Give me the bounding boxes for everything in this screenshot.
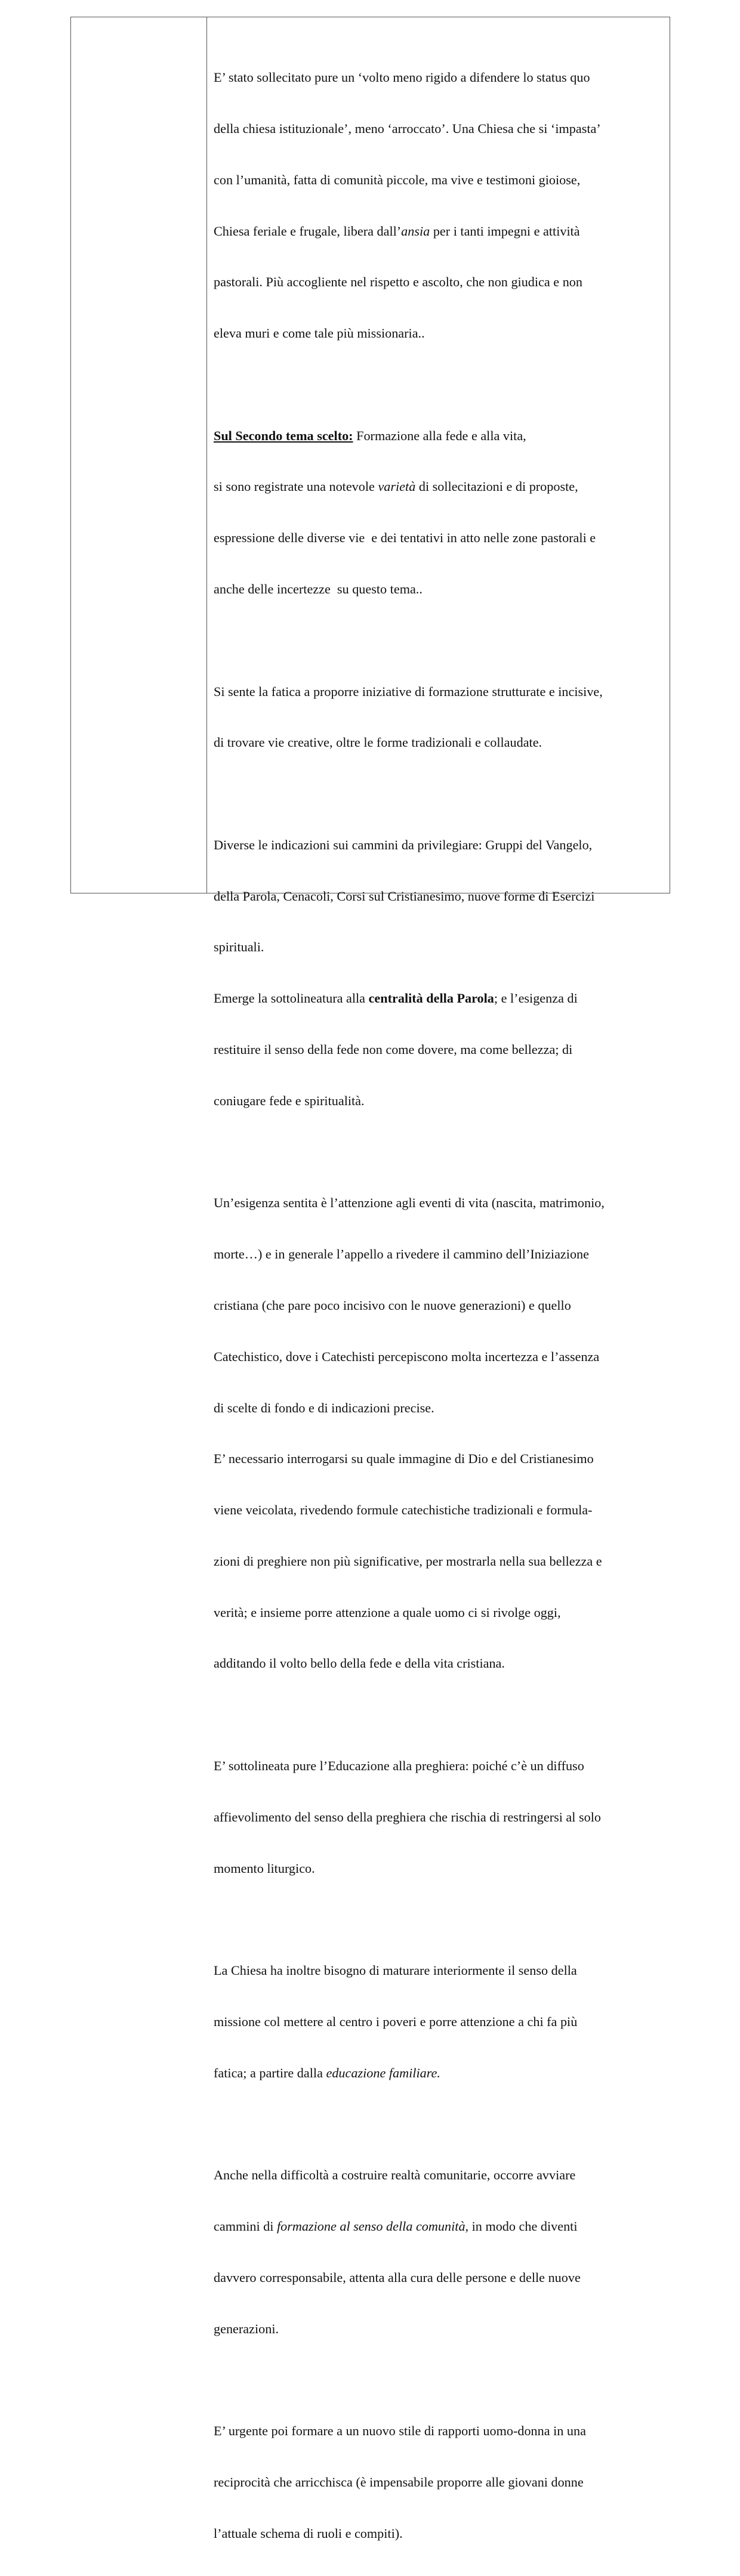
text-line: E’ urgente poi formare a un nuovo stile di rapporti uomo-donna in una xyxy=(214,2423,586,2439)
text-line: di scelte di fondo e di indicazioni precise. xyxy=(214,1400,434,1415)
text-line xyxy=(214,990,659,1007)
text-line: espressione delle diverse vie e dei tentativi in atto nelle zone pastorali e xyxy=(214,530,596,546)
text-line: generazioni. xyxy=(214,2321,279,2336)
section-heading: Sul Secondo tema scelto: xyxy=(214,428,353,443)
text-run: Formazione alla fede e alla vita, xyxy=(353,428,526,443)
paragraph-uomo-donna xyxy=(214,2389,659,2576)
text-run: fatica; a partire dalla xyxy=(214,2065,326,2080)
text-line xyxy=(214,223,659,240)
text-line: E’ sottolineata pure l’Educazione alla preghiera: poiché c’è un diffuso xyxy=(214,1758,584,1773)
text-line xyxy=(214,2065,659,2082)
italic-text: ansia xyxy=(401,223,430,239)
text-line: anche delle incertezze su questo tema.. xyxy=(214,582,423,596)
italic-text: formazione al senso della comunità xyxy=(277,2219,465,2234)
text-run: cammini di xyxy=(214,2219,277,2234)
paragraph-preghiera xyxy=(214,1724,659,1912)
text-line: E’ stato sollecitato pure un ‘volto meno rigido a difendere lo status quo xyxy=(214,70,590,85)
paragraph-chiesa-volto xyxy=(214,35,659,376)
text-line: Diverse le indicazioni sui cammini da privilegiare: Gruppi del Vangelo, xyxy=(214,837,593,852)
empty-left-column xyxy=(71,17,207,893)
text-line: restituire il senso della fede non come dovere, ma come bellezza; di xyxy=(214,1042,573,1057)
text-line: La Chiesa ha inoltre bisogno di maturare interiormente il senso della xyxy=(214,1963,577,1978)
text-run: di sollecitazioni e di proposte, xyxy=(415,479,578,494)
bold-text: centralità della Parola xyxy=(368,991,494,1006)
text-line xyxy=(214,428,659,445)
document-table xyxy=(70,17,670,2541)
text-line: spirituali. xyxy=(214,939,264,955)
text-line: di trovare vie creative, oltre le forme tradizionali e collaudate. xyxy=(214,735,542,750)
text-run: per i tanti impegni e attività xyxy=(430,223,580,239)
paragraph-cammini xyxy=(214,803,659,1144)
paragraph-eventi-vita xyxy=(214,1161,659,1706)
text-line: E’ necessario interrogarsi su quale immagine di Dio e del Cristianesimo xyxy=(214,1451,594,1467)
paragraph-fatica xyxy=(214,649,659,786)
paragraph-secondo-tema xyxy=(214,393,659,632)
text-line: additando il volto bello della fede e della vita cristiana. xyxy=(214,1656,505,1671)
text-line xyxy=(214,478,659,496)
text-line: momento liturgico. xyxy=(214,1860,315,1876)
text-line: con l’umanità, fatta di comunità piccole, ma vive e testimoni gioiose, xyxy=(214,172,581,187)
text-line: l’attuale schema di ruoli e compiti). xyxy=(214,2525,403,2541)
text-run: Chiesa feriale e frugale, libera dall’ xyxy=(214,223,402,239)
text-line: Catechistico, dove i Catechisti percepiscono molta incertezza e l’assenza xyxy=(214,1349,600,1364)
italic-text: educazione familiare. xyxy=(326,2065,440,2080)
text-line: affievolimento del senso della preghiera che rischia di restringersi al solo xyxy=(214,1809,601,1824)
text-run: Emerge la sottolineatura alla xyxy=(214,991,369,1006)
paragraph-comunita xyxy=(214,2133,659,2371)
text-line xyxy=(214,2218,659,2235)
text-line: reciprocità che arricchisca (è impensabile proporre alle giovani donne xyxy=(214,2474,584,2490)
paragraph-missione xyxy=(214,1928,659,2116)
text-line: verità; e insieme porre attenzione a quale uomo ci si rivolge oggi, xyxy=(214,1604,561,1620)
text-line: cristiana (che pare poco incisivo con le nuove generazioni) e quello xyxy=(214,1297,571,1313)
text-run: si sono registrate una notevole xyxy=(214,479,378,494)
text-run: ; e l’esigenza di xyxy=(494,991,578,1006)
text-line: viene veicolata, rivedendo formule catechistiche tradizionali e formula- xyxy=(214,1502,593,1518)
text-line: eleva muri e come tale più missionaria.. xyxy=(214,326,425,341)
text-line: davvero corresponsabile, attenta alla cura delle persone e delle nuove xyxy=(214,2269,581,2285)
text-line: Un’esigenza sentita è l’attenzione agli eventi di vita (nascita, matrimonio, xyxy=(214,1195,605,1211)
text-column xyxy=(207,17,670,2541)
text-run: , in modo che diventi xyxy=(465,2219,578,2234)
text-line: pastorali. Più accogliente nel rispetto e ascolto, che non giudica e non xyxy=(214,274,582,290)
text-line: missione col mettere al centro i poveri e porre attenzione a chi fa più xyxy=(214,2014,578,2029)
text-line: Si sente la fatica a proporre iniziative di formazione strutturate e incisive, xyxy=(214,684,603,699)
text-line: coniugare fede e spiritualità. xyxy=(214,1093,365,1108)
text-line: della Parola, Cenacoli, Corsi sul Cristianesimo, nuove forme di Esercizi xyxy=(214,888,595,904)
text-line: zioni di preghiere non più significative, per mostrarla nella sua bellezza e xyxy=(214,1553,602,1569)
text-line: della chiesa istituzionale’, meno ‘arroccato’. Una Chiesa che si ‘impasta’ xyxy=(214,120,601,136)
italic-text: varietà xyxy=(378,479,416,494)
text-line: Anche nella difficoltà a costruire realtà comunitarie, occorre avviare xyxy=(214,2167,576,2183)
text-line: morte…) e in generale l’appello a rivedere il cammino dell’Iniziazione xyxy=(214,1247,589,1262)
